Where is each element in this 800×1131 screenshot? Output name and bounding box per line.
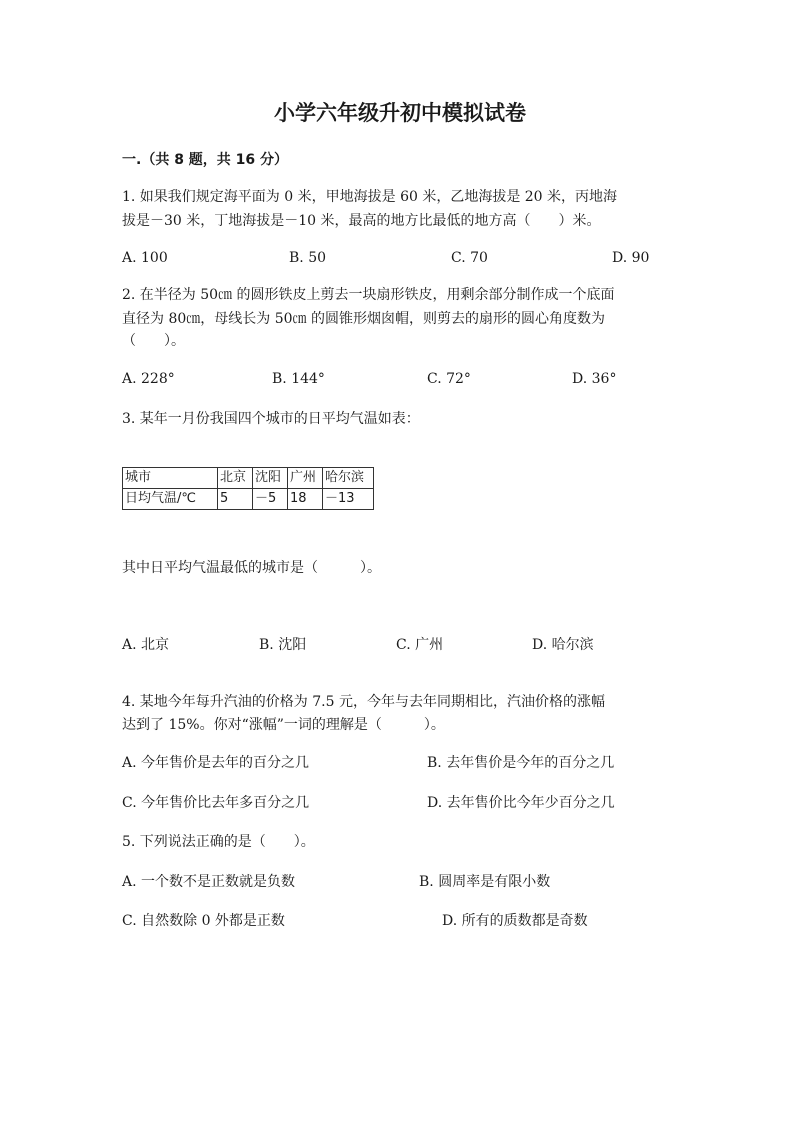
option-c: C. 自然数除 0 外都是正数 xyxy=(122,913,285,929)
option-b: B. 去年售价是今年的百分之几 xyxy=(427,755,615,771)
question-2-line-1: 2. 在半径为 50㎝ 的圆形铁皮上剪去一块扇形铁皮，用剩余部分制作成一个底面 xyxy=(122,287,615,303)
option-a: A. 今年售价是去年的百分之几 xyxy=(122,755,310,771)
question-1-line-1: 1. 如果我们规定海平面为 0 米，甲地海拔是 60 米，乙地海拔是 20 米，丙地海 xyxy=(122,189,618,205)
option-a: A. 100 xyxy=(122,250,168,266)
option-c: C. 70 xyxy=(451,250,488,266)
temperature-table xyxy=(122,467,374,510)
question-4-line-1: 4. 某地今年每升汽油的价格为 7.5 元，今年与去年同期相比，汽油价格的涨幅 xyxy=(122,694,605,710)
table-header-cell: 北京 xyxy=(218,468,253,489)
option-d: D. 90 xyxy=(612,250,650,266)
option-c: C. 今年售价比去年多百分之几 xyxy=(122,795,310,811)
option-c: C. 广州 xyxy=(396,637,444,653)
table-header-cell: 广州 xyxy=(288,468,323,489)
question-2-line-2: 直径为 80㎝，母线长为 50㎝ 的圆锥形烟囱帽，则剪去的扇形的圆心角度数为 xyxy=(122,311,605,327)
question-4-line-2: 达到了 15%。你对“涨幅”一词的理解是（ ）。 xyxy=(122,717,445,733)
table-cell: 18 xyxy=(288,489,323,510)
option-b: B. 50 xyxy=(289,250,327,266)
table-row xyxy=(123,489,374,510)
table-header-cell: 城市 xyxy=(123,468,218,489)
option-d: D. 36° xyxy=(572,371,617,387)
option-d: D. 哈尔滨 xyxy=(532,637,594,653)
table-cell: －5 xyxy=(253,489,288,510)
page-title: 小学六年级升初中模拟试卷 xyxy=(274,101,526,125)
table-header-cell: 沈阳 xyxy=(253,468,288,489)
question-2-line-3: （ ）。 xyxy=(122,333,185,349)
section-heading: 一.（共 8 题，共 16 分） xyxy=(122,152,289,168)
option-b: B. 144° xyxy=(272,371,325,387)
option-a: A. 一个数不是正数就是负数 xyxy=(122,874,296,890)
option-d: D. 去年售价比今年少百分之几 xyxy=(427,795,615,811)
option-b: B. 圆周率是有限小数 xyxy=(419,874,551,890)
question-3-followup: 其中日平均气温最低的城市是（ ）。 xyxy=(122,560,381,576)
question-5-line-1: 5. 下列说法正确的是（ ）。 xyxy=(122,834,315,850)
question-3-line-1: 3. 某年一月份我国四个城市的日平均气温如表： xyxy=(122,411,420,427)
table-header-cell: 哈尔滨 xyxy=(323,468,374,489)
option-a: A. 228° xyxy=(122,371,175,387)
table-cell: 日均气温/℃ xyxy=(123,489,218,510)
option-a: A. 北京 xyxy=(122,637,170,653)
question-1-line-2: 拔是－30 米，丁地海拔是－10 米，最高的地方比最低的地方高（ ）米。 xyxy=(122,213,601,229)
option-c: C. 72° xyxy=(427,371,471,387)
table-cell: －13 xyxy=(323,489,374,510)
option-d: D. 所有的质数都是奇数 xyxy=(442,913,588,929)
option-b: B. 沈阳 xyxy=(259,637,307,653)
table-cell: 5 xyxy=(218,489,253,510)
table-header-row xyxy=(123,468,374,489)
